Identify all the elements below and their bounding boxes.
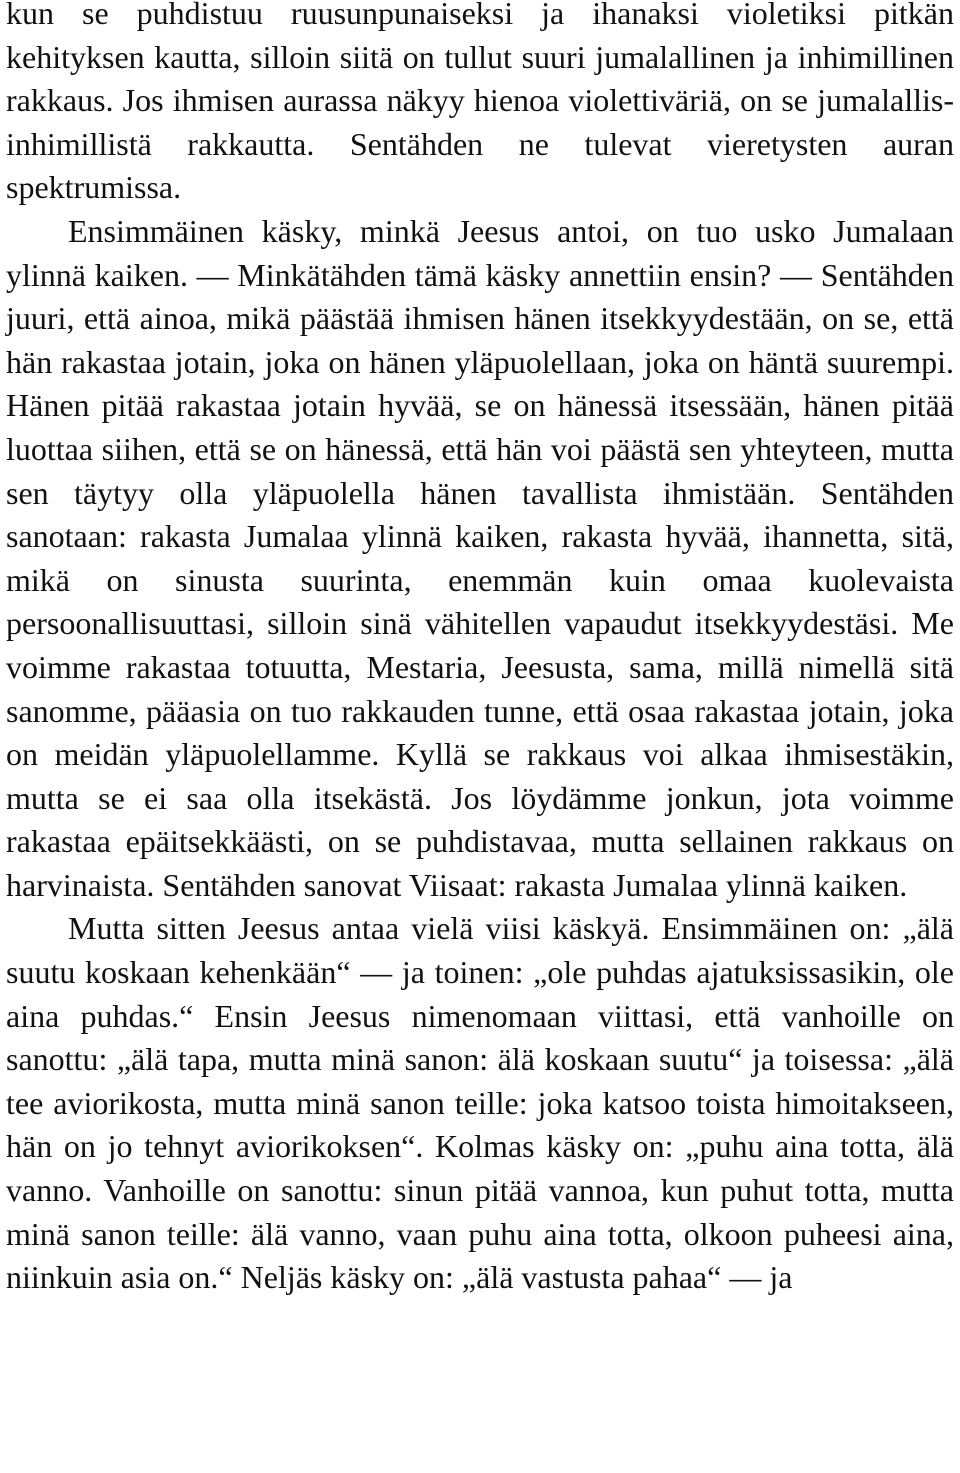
document-page [6, 0, 954, 1300]
paragraph-1: kun se puhdistuu ruusunpunaiseksi ja ihanaksi violetiksi pitkän kehityksen kautta, silloin siitä on tullut suuri jumalallinen ja inhimillinen rakkaus. Jos ihmisen aurassa näkyy hienoa violettiväriä, on se jumalallis-inhimillistä rakkautta. Sentähden ne tulevat vieretysten auran spektrumissa. [6, 0, 954, 206]
paragraph-3: Mutta sitten Jeesus antaa vielä viisi käskyä. Ensimmäinen on: „älä suutu koskaan kehenkään“ — ja toinen: „ole puhdas ajatuksissasikin, ole aina puhdas.“ Ensin Jeesus nimenomaan viittasi, että vanhoille on sanottu: „älä tapa, mutta minä sanon: älä koskaan suutu“ ja toisessa: „älä tee aviorikosta, mutta minä sanon teille: joka katsoo toista himoitakseen, hän on jo tehnyt aviorikoksen“. Kolmas käsky on: „puhu aina totta, älä vanno. Vanhoille on sanottu: sinun pitää vannoa, kun puhut totta, mutta minä sanon teille: älä vanno, vaan puhu aina totta, olkoon puheesi aina, niinkuin asia on.“ Neljäs käsky on: „älä vastusta pahaa“ — ja [6, 910, 954, 1296]
paragraph-2: Ensimmäinen käsky, minkä Jeesus antoi, on tuo usko Jumalaan ylinnä kaiken. — Minkätähden tämä käsky annettiin ensin? — Sentähden juuri, että ainoa, mikä päästää ihmisen hänen itsekkyydestään, on se, että hän rakastaa jotain, joka on hänen yläpuolellaan, joka on häntä suurempi. Hänen pitää rakastaa jotain hyvää, se on hänessä itsessään, hänen pitää luottaa siihen, että se on hänessä, että hän voi päästä sen yhteyteen, mutta sen täytyy olla yläpuolella hänen tavallista ihmistään. Sentähden sanotaan: rakasta Jumalaa ylinnä kaiken, rakasta hyvää, ihannetta, sitä, mikä on sinusta suurinta, enemmän kuin omaa kuolevaista persoonallisuuttasi, silloin sinä vähitellen vapaudut itsekkyydestäsi. Me voimme rakastaa totuutta, Mestaria, Jeesusta, sama, millä nimellä sitä sanomme, pääasia on tuo rakkauden tunne, että osaa rakastaa jotain, joka on meidän yläpuolellamme. Kyllä se rakkaus voi alkaa ihmisestäkin, mutta se ei saa olla itsekästä. Jos löydämme jonkun, jota voimme rakastaa epäitsekkäästi, on se puhdistavaa, mutta sellainen rakkaus on harvinaista. Sentähden sanovat Viisaat: rakasta Jumalaa ylinnä kaiken. [6, 212, 954, 903]
